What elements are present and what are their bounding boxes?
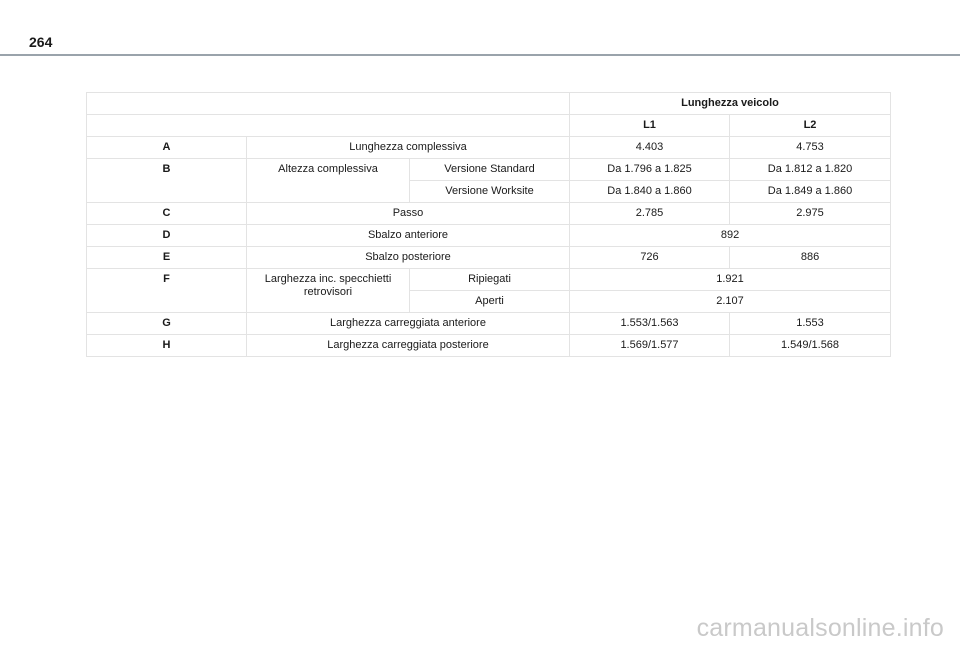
row-label: Larghezza carreggiata anteriore	[247, 313, 570, 335]
row-letter: H	[87, 335, 247, 357]
row-letter: B	[87, 159, 247, 203]
page-number: 264	[29, 34, 53, 50]
row-letter: C	[87, 203, 247, 225]
table-row	[87, 225, 891, 247]
dimensions-table	[86, 92, 891, 357]
table-row	[87, 335, 891, 357]
row-sublabel: Versione Worksite	[410, 181, 570, 203]
row-label: Passo	[247, 203, 570, 225]
row-sublabel: Ripiegati	[410, 269, 570, 291]
value-l1: 4.403	[570, 137, 730, 159]
value-l2: 4.753	[730, 137, 891, 159]
row-letter: D	[87, 225, 247, 247]
value-both: 2.107	[570, 291, 891, 313]
watermark: carmanualsonline.info	[696, 614, 944, 642]
value-l2: 2.975	[730, 203, 891, 225]
value-l2: 1.549/1.568	[730, 335, 891, 357]
table-row	[87, 137, 891, 159]
value-l1: 2.785	[570, 203, 730, 225]
table-row	[87, 93, 891, 115]
row-label: Altezza complessiva	[247, 159, 410, 203]
value-l2: Da 1.849 a 1.860	[730, 181, 891, 203]
value-l1: Da 1.796 a 1.825	[570, 159, 730, 181]
column-header-l1: L1	[570, 115, 730, 137]
row-letter: G	[87, 313, 247, 335]
row-sublabel: Versione Standard	[410, 159, 570, 181]
row-label: Sbalzo anteriore	[247, 225, 570, 247]
value-l2: 1.553	[730, 313, 891, 335]
table-row	[87, 313, 891, 335]
row-letter: E	[87, 247, 247, 269]
empty-header-cell	[87, 115, 570, 137]
table-row	[87, 115, 891, 137]
value-both: 1.921	[570, 269, 891, 291]
empty-header-cell	[87, 93, 570, 115]
table-row	[87, 203, 891, 225]
table-row	[87, 159, 891, 181]
row-sublabel: Aperti	[410, 291, 570, 313]
header-rule	[0, 54, 960, 56]
row-label: Larghezza carreggiata posteriore	[247, 335, 570, 357]
row-label: Sbalzo posteriore	[247, 247, 570, 269]
row-letter: F	[87, 269, 247, 313]
row-label: Lunghezza complessiva	[247, 137, 570, 159]
value-l1: 1.553/1.563	[570, 313, 730, 335]
value-l1: 1.569/1.577	[570, 335, 730, 357]
value-l2: 886	[730, 247, 891, 269]
group-header-cell: Lunghezza veicolo	[570, 93, 891, 115]
row-letter: A	[87, 137, 247, 159]
value-both: 892	[570, 225, 891, 247]
table-row	[87, 269, 891, 291]
value-l1: 726	[570, 247, 730, 269]
value-l1: Da 1.840 a 1.860	[570, 181, 730, 203]
column-header-l2: L2	[730, 115, 891, 137]
value-l2: Da 1.812 a 1.820	[730, 159, 891, 181]
row-label: Larghezza inc. specchietti retrovisori	[247, 269, 410, 313]
table-row	[87, 247, 891, 269]
